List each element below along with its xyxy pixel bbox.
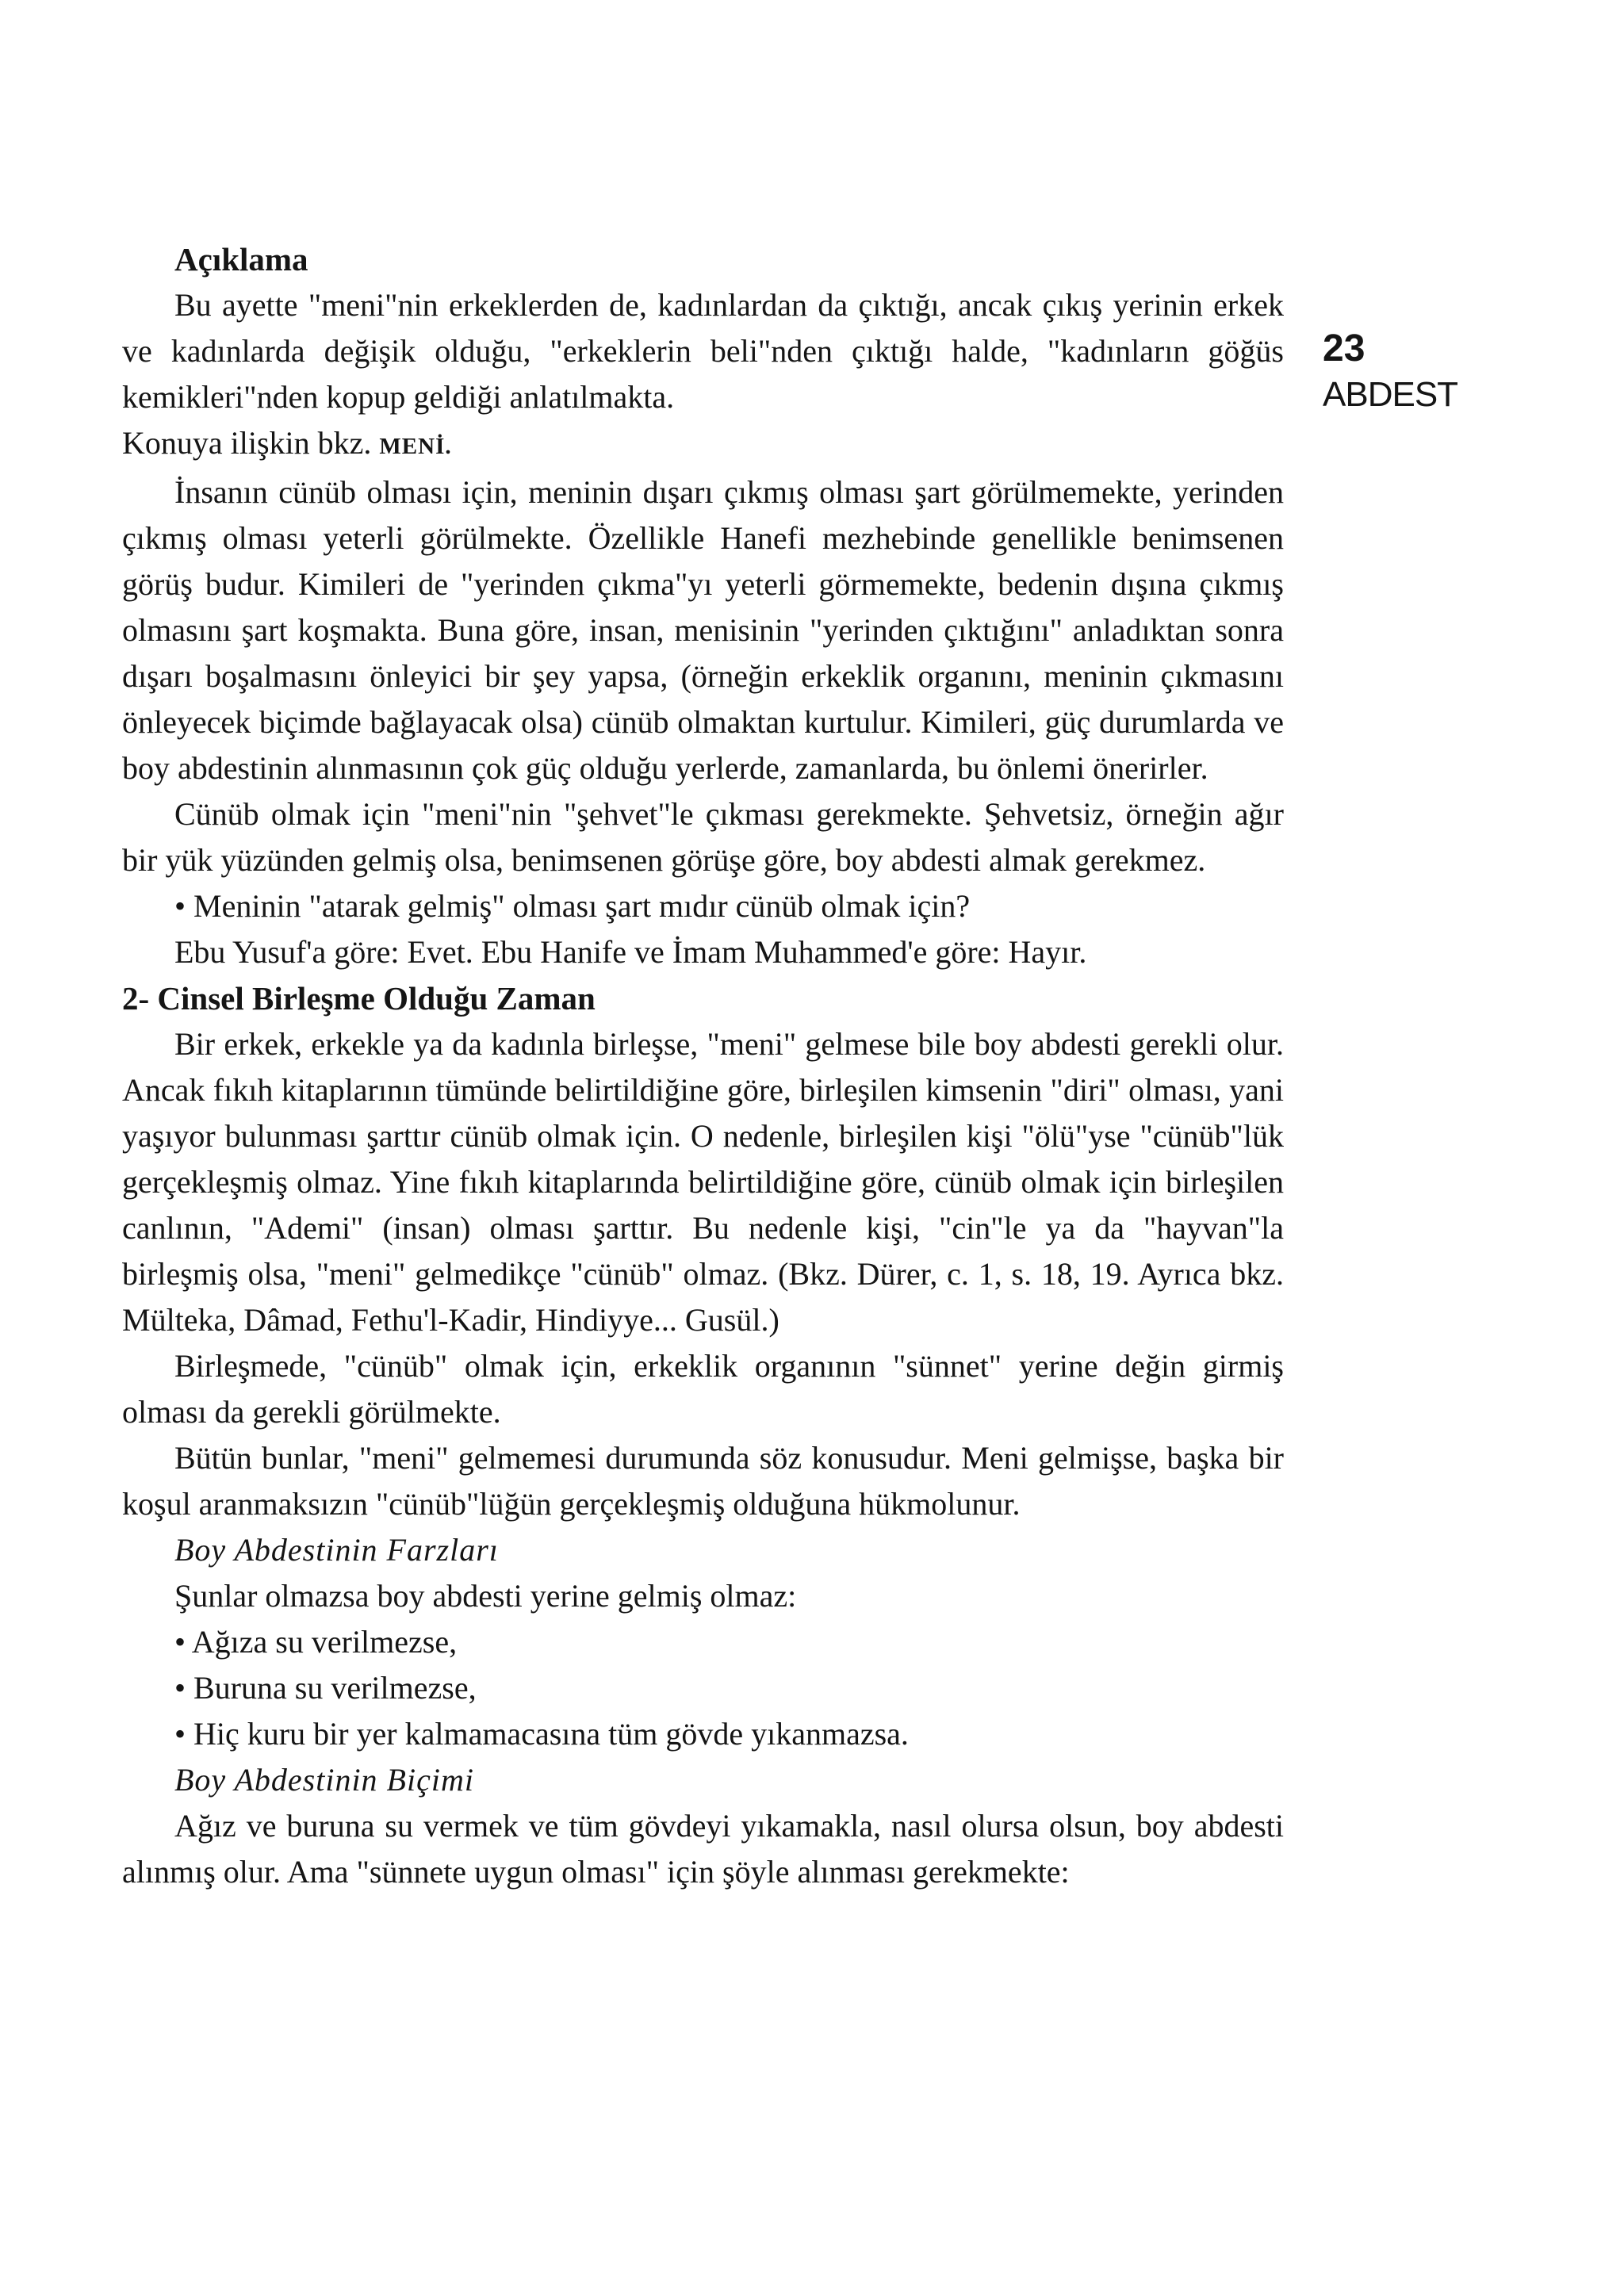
list-item: • Buruna su verilmezse, <box>174 1670 477 1706</box>
paragraph: İnsanın cünüb olması için, meninin dışarı çıkmış olması şart görülmemekte, yerinden çıkmış olması yeterli görülmekte. Özellikle Hanefi mezhebinde genellikle benimsenen görüş budur. Kimileri de "yerinden çıkma"yı yeterli görmemekte, bedenin dışına çıkmış olmasını şart koşmakta. Buna göre, insan, menisinin "yerinden çıktığını" anladıktan sonra dışarı boşalmasını önleyici bir şey yapsa, (örneğin erkeklik organını, meninin çıkmasını önleyecek biçimde bağlayacak olsa) cünüb olmaktan kurtulur. Kimileri, güç durumlarda ve boy abdestinin alınmasının çok güç olduğu yerlerde, zamanlarda, bu önlemi önerirler. <box>122 474 1284 786</box>
subheading-bicimi: Boy Abdestinin Biçimi <box>174 1762 474 1798</box>
paragraph: Şunlar olmazsa boy abdesti yerine gelmiş olmaz: <box>174 1578 797 1614</box>
paragraph: Bütün bunlar, "meni" gelmemesi durumunda söz konusudur. Meni gelmişse, başka bir koşul aranmaksızın "cünüb"lüğün gerçekleşmiş olduğuna hükmolunur. <box>122 1440 1284 1522</box>
running-header <box>1323 325 1457 417</box>
reference-text: Konuya ilişkin bkz. <box>122 425 372 461</box>
list-item: • Ağıza su verilmezse, <box>174 1624 458 1660</box>
heading-aciklama: Açıklama <box>174 241 308 278</box>
cross-reference <box>122 420 1284 469</box>
paragraph: Bu ayette "meni"nin erkeklerden de, kadınlardan da çıktığı, ancak çıkış yerinin erkek ve kadınlarda değişik olduğu, "erkeklerin beli"nden çıktığı halde, "kadınların göğüs kemikleri"nden kopup geldiği anlatılmakta. <box>122 287 1284 415</box>
reference-term: MENİ. <box>379 434 452 459</box>
answer-line: Ebu Yusuf'a göre: Evet. Ebu Hanife ve İmam Muhammed'e göre: Hayır. <box>174 934 1087 970</box>
question-bullet: • Meninin "atarak gelmiş" olması şart mıdır cünüb olmak için? <box>174 888 971 924</box>
section-label: ABDEST <box>1323 375 1458 414</box>
heading-cinsel-birlesme: 2- Cinsel Birleşme Olduğu Zaman <box>122 980 596 1017</box>
list-item: • Hiç kuru bir yer kalmamacasına tüm gövde yıkanmazsa. <box>174 1716 909 1752</box>
paragraph: Ağız ve buruna su vermek ve tüm gövdeyi yıkamakla, nasıl olursa olsun, boy abdesti alınmış olur. Ama "sünnete uygun olması" için şöyle alınması gerekmekte: <box>122 1808 1284 1890</box>
paragraph: Cünüb olmak için "meni"nin "şehvet"le çıkması gerekmekte. Şehvetsiz, örneğin ağır bir yük yüzünden gelmiş olsa, benimsenen görüşe göre, boy abdesti almak gerekmez. <box>122 796 1284 878</box>
page-number: 23 <box>1323 327 1365 370</box>
text-column <box>122 236 1284 1895</box>
subheading-farzlar: Boy Abdestinin Farzları <box>174 1532 499 1568</box>
paragraph: Birleşmede, "cünüb" olmak için, erkeklik organının "sünnet" yerine değin girmiş olması da gerekli görülmekte. <box>122 1348 1284 1430</box>
paragraph: Bir erkek, erkekle ya da kadınla birleşse, "meni" gelmese bile boy abdesti gerekli olur. Ancak fıkıh kitaplarının tümünde belirtildiğine göre, birleşilen kimsenin "diri" olması, yani yaşıyor bulunması şarttır cünüb olmak için. O nedenle, birleşilen kişi "ölü"yse "cünüb"lük gerçekleşmiş olmaz. Yine fıkıh kitaplarında belirtildiğine göre, cünüb olmak için birleşilen canlının, "Ademi" (insan) olması şarttır. Bu nedenle kişi, "cin"le ya da "hayvan"la birleşmiş olsa, "meni" gelmedikçe "cünüb" olmaz. (Bkz. Dürer, c. 1, s. 18, 19. Ayrıca bkz. Mülteka, Dâmad, Fethu'l-Kadir, Hindiyye... Gusül.) <box>122 1026 1284 1338</box>
